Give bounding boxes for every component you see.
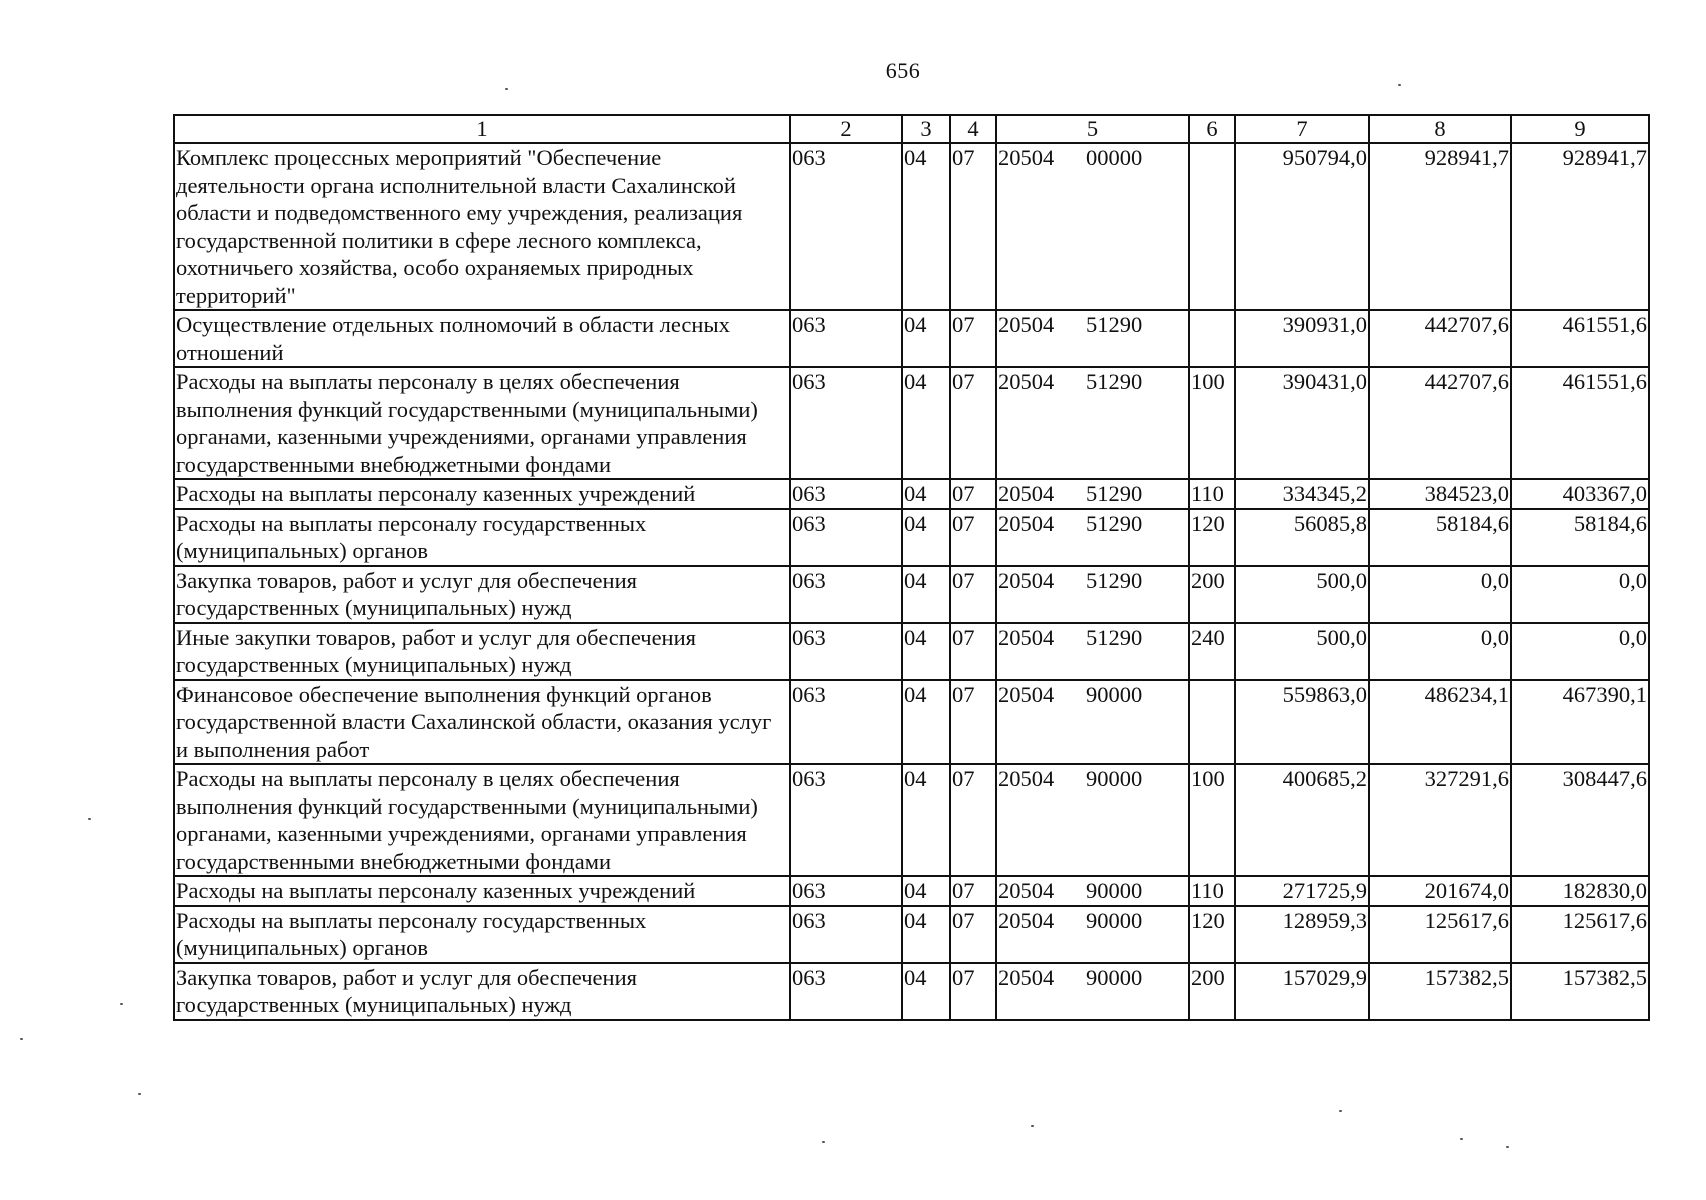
row-amount-col9: 157382,5 — [1511, 963, 1649, 1020]
row-code-target — [996, 143, 1189, 310]
row-code-ministry: 063 — [790, 876, 902, 906]
row-code-target-program: 20504 — [998, 312, 1055, 337]
row-code-target-direction: 51290 — [1086, 481, 1143, 506]
row-code-section: 04 — [902, 367, 950, 479]
row-code-expense-type — [1189, 143, 1235, 310]
table-row — [174, 566, 1649, 623]
row-code-expense-type: 100 — [1189, 764, 1235, 876]
row-code-target — [996, 367, 1189, 479]
row-description: Финансовое обеспечение выполнения функций органов государственной власти Сахалинской области, оказания услуг и выполнения работ — [174, 680, 790, 765]
row-code-target — [996, 310, 1189, 367]
row-code-target-program: 20504 — [998, 964, 1055, 990]
row-code-target-program: 20504 — [998, 907, 1055, 933]
column-header: 7 — [1235, 115, 1369, 143]
row-amount-col7: 128959,3 — [1235, 906, 1369, 963]
row-amount-col7: 390931,0 — [1235, 310, 1369, 367]
column-header: 1 — [174, 115, 790, 143]
scan-speck — [120, 1003, 123, 1005]
row-code-target-direction: 00000 — [1086, 145, 1143, 170]
row-code-section: 04 — [902, 680, 950, 765]
row-code-ministry: 063 — [790, 479, 902, 509]
table-row — [174, 310, 1649, 367]
row-description: Расходы на выплаты персоналу казенных учреждений — [174, 479, 790, 509]
row-amount-col8: 327291,6 — [1369, 764, 1511, 876]
scan-speck — [822, 1141, 825, 1143]
row-code-ministry: 063 — [790, 623, 902, 680]
column-header: 5 — [996, 115, 1189, 143]
row-amount-col8: 157382,5 — [1369, 963, 1511, 1020]
row-code-subsection: 07 — [950, 143, 996, 310]
column-header: 9 — [1511, 115, 1649, 143]
row-amount-col7: 950794,0 — [1235, 143, 1369, 310]
row-code-expense-type — [1189, 310, 1235, 367]
row-code-ministry: 063 — [790, 764, 902, 876]
column-header: 8 — [1369, 115, 1511, 143]
row-code-section: 04 — [902, 310, 950, 367]
table-row — [174, 143, 1649, 310]
row-code-ministry: 063 — [790, 963, 902, 1020]
row-code-expense-type: 110 — [1189, 479, 1235, 509]
row-code-target-direction: 51290 — [1086, 567, 1143, 593]
row-code-expense-type: 200 — [1189, 566, 1235, 623]
budget-table — [173, 114, 1650, 1021]
row-description: Расходы на выплаты персоналу государственных (муниципальных) органов — [174, 509, 790, 566]
row-code-section: 04 — [902, 876, 950, 906]
table-body — [174, 143, 1649, 1020]
row-amount-col8: 0,0 — [1369, 566, 1511, 623]
row-code-ministry: 063 — [790, 509, 902, 566]
row-code-target-program: 20504 — [998, 369, 1055, 394]
table-row — [174, 876, 1649, 906]
row-amount-col8: 201674,0 — [1369, 876, 1511, 906]
row-code-target-direction: 90000 — [1086, 766, 1143, 791]
row-code-ministry: 063 — [790, 310, 902, 367]
page-number: 656 — [885, 58, 921, 83]
column-header: 3 — [902, 115, 950, 143]
row-code-target — [996, 906, 1189, 963]
row-code-expense-type: 240 — [1189, 623, 1235, 680]
row-code-target-program: 20504 — [998, 510, 1055, 536]
row-amount-col8: 0,0 — [1369, 623, 1511, 680]
scan-speck — [1339, 1110, 1342, 1112]
row-code-target — [996, 963, 1189, 1020]
row-code-subsection: 07 — [950, 310, 996, 367]
row-code-expense-type: 120 — [1189, 906, 1235, 963]
table-row — [174, 963, 1649, 1020]
column-header: 6 — [1189, 115, 1235, 143]
row-code-target — [996, 566, 1189, 623]
row-amount-col9: 0,0 — [1511, 623, 1649, 680]
row-code-ministry: 063 — [790, 367, 902, 479]
row-amount-col9: 403367,0 — [1511, 479, 1649, 509]
scan-speck — [505, 88, 508, 90]
row-code-subsection: 07 — [950, 566, 996, 623]
row-code-subsection: 07 — [950, 963, 996, 1020]
row-code-target-program: 20504 — [998, 766, 1055, 791]
row-amount-col9: 182830,0 — [1511, 876, 1649, 906]
row-description: Комплекс процессных мероприятий "Обеспечение деятельности органа исполнительной власти Сахалинской области и подведомственного ему учреждения, реализация государственной политики в сфере лесного комплекса, охотничьего хозяйства, особо охраняемых природных территорий" — [174, 143, 790, 310]
row-code-target-direction: 51290 — [1086, 369, 1143, 394]
row-description: Осуществление отдельных полномочий в области лесных отношений — [174, 310, 790, 367]
row-code-target — [996, 509, 1189, 566]
row-code-target-direction: 90000 — [1086, 907, 1143, 933]
scan-speck — [1031, 1125, 1034, 1127]
row-code-target-direction: 90000 — [1086, 878, 1143, 903]
row-amount-col9: 0,0 — [1511, 566, 1649, 623]
row-code-section: 04 — [902, 566, 950, 623]
row-code-ministry: 063 — [790, 680, 902, 765]
row-code-target-program: 20504 — [998, 624, 1055, 650]
table-row — [174, 680, 1649, 765]
table-header-row — [174, 115, 1649, 143]
row-code-section: 04 — [902, 143, 950, 310]
row-code-expense-type — [1189, 680, 1235, 765]
row-code-target — [996, 764, 1189, 876]
row-amount-col8: 928941,7 — [1369, 143, 1511, 310]
row-code-subsection: 07 — [950, 367, 996, 479]
row-amount-col8: 384523,0 — [1369, 479, 1511, 509]
row-amount-col9: 58184,6 — [1511, 509, 1649, 566]
row-code-subsection: 07 — [950, 906, 996, 963]
row-description: Расходы на выплаты персоналу в целях обеспечения выполнения функций государственными (муниципальными) органами, казенными учреждениями, органами управления государственными внебюджетными фондами — [174, 367, 790, 479]
table-row — [174, 623, 1649, 680]
row-amount-col7: 271725,9 — [1235, 876, 1369, 906]
table-row — [174, 764, 1649, 876]
row-amount-col8: 58184,6 — [1369, 509, 1511, 566]
row-amount-col8: 125617,6 — [1369, 906, 1511, 963]
row-code-subsection: 07 — [950, 623, 996, 680]
row-amount-col9: 308447,6 — [1511, 764, 1649, 876]
scan-speck — [20, 1038, 23, 1040]
row-amount-col9: 467390,1 — [1511, 680, 1649, 765]
row-code-ministry: 063 — [790, 143, 902, 310]
row-amount-col7: 390431,0 — [1235, 367, 1369, 479]
column-header: 4 — [950, 115, 996, 143]
table-row — [174, 367, 1649, 479]
row-amount-col8: 486234,1 — [1369, 680, 1511, 765]
row-code-section: 04 — [902, 509, 950, 566]
row-code-target-program: 20504 — [998, 878, 1055, 903]
row-code-target-direction: 51290 — [1086, 510, 1143, 536]
row-amount-col8: 442707,6 — [1369, 310, 1511, 367]
scan-speck — [138, 1093, 141, 1095]
row-code-target-direction: 90000 — [1086, 964, 1143, 990]
table-row — [174, 479, 1649, 509]
row-description: Иные закупки товаров, работ и услуг для обеспечения государственных (муниципальных) нужд — [174, 623, 790, 680]
row-code-subsection: 07 — [950, 479, 996, 509]
row-code-target-program: 20504 — [998, 567, 1055, 593]
row-code-ministry: 063 — [790, 566, 902, 623]
row-code-target-program: 20504 — [998, 681, 1055, 707]
row-amount-col7: 500,0 — [1235, 623, 1369, 680]
row-code-expense-type: 110 — [1189, 876, 1235, 906]
row-code-section: 04 — [902, 764, 950, 876]
row-code-section: 04 — [902, 963, 950, 1020]
row-amount-col9: 125617,6 — [1511, 906, 1649, 963]
row-amount-col9: 928941,7 — [1511, 143, 1649, 310]
row-description: Закупка товаров, работ и услуг для обеспечения государственных (муниципальных) нужд — [174, 566, 790, 623]
row-amount-col7: 500,0 — [1235, 566, 1369, 623]
table-row — [174, 906, 1649, 963]
row-code-expense-type: 200 — [1189, 963, 1235, 1020]
row-amount-col9: 461551,6 — [1511, 310, 1649, 367]
row-code-section: 04 — [902, 623, 950, 680]
row-code-target — [996, 680, 1189, 765]
row-amount-col7: 334345,2 — [1235, 479, 1369, 509]
scan-speck — [1506, 1146, 1509, 1148]
row-description: Закупка товаров, работ и услуг для обеспечения государственных (муниципальных) нужд — [174, 963, 790, 1020]
row-code-target — [996, 479, 1189, 509]
row-code-expense-type: 100 — [1189, 367, 1235, 479]
row-code-target-program: 20504 — [998, 145, 1055, 170]
column-header: 2 — [790, 115, 902, 143]
budget-table-container — [173, 114, 1648, 1021]
row-code-target — [996, 623, 1189, 680]
row-amount-col7: 157029,9 — [1235, 963, 1369, 1020]
scan-speck — [1398, 84, 1401, 86]
row-code-subsection: 07 — [950, 764, 996, 876]
scan-speck — [1460, 1138, 1463, 1140]
row-description: Расходы на выплаты персоналу казенных учреждений — [174, 876, 790, 906]
row-code-subsection: 07 — [950, 680, 996, 765]
row-amount-col8: 442707,6 — [1369, 367, 1511, 479]
row-code-subsection: 07 — [950, 509, 996, 566]
row-amount-col7: 56085,8 — [1235, 509, 1369, 566]
row-amount-col9: 461551,6 — [1511, 367, 1649, 479]
table-row — [174, 509, 1649, 566]
row-code-expense-type: 120 — [1189, 509, 1235, 566]
row-code-subsection: 07 — [950, 876, 996, 906]
row-code-target — [996, 876, 1189, 906]
row-code-section: 04 — [902, 906, 950, 963]
row-description: Расходы на выплаты персоналу в целях обеспечения выполнения функций государственными (муниципальными) органами, казенными учреждениями, органами управления государственными внебюджетными фондами — [174, 764, 790, 876]
row-code-target-program: 20504 — [998, 481, 1055, 506]
row-amount-col7: 400685,2 — [1235, 764, 1369, 876]
row-code-ministry: 063 — [790, 906, 902, 963]
row-description: Расходы на выплаты персоналу государственных (муниципальных) органов — [174, 906, 790, 963]
row-amount-col7: 559863,0 — [1235, 680, 1369, 765]
row-code-target-direction: 90000 — [1086, 681, 1143, 707]
row-code-target-direction: 51290 — [1086, 312, 1143, 337]
scan-speck — [88, 818, 91, 820]
row-code-section: 04 — [902, 479, 950, 509]
row-code-target-direction: 51290 — [1086, 624, 1143, 650]
